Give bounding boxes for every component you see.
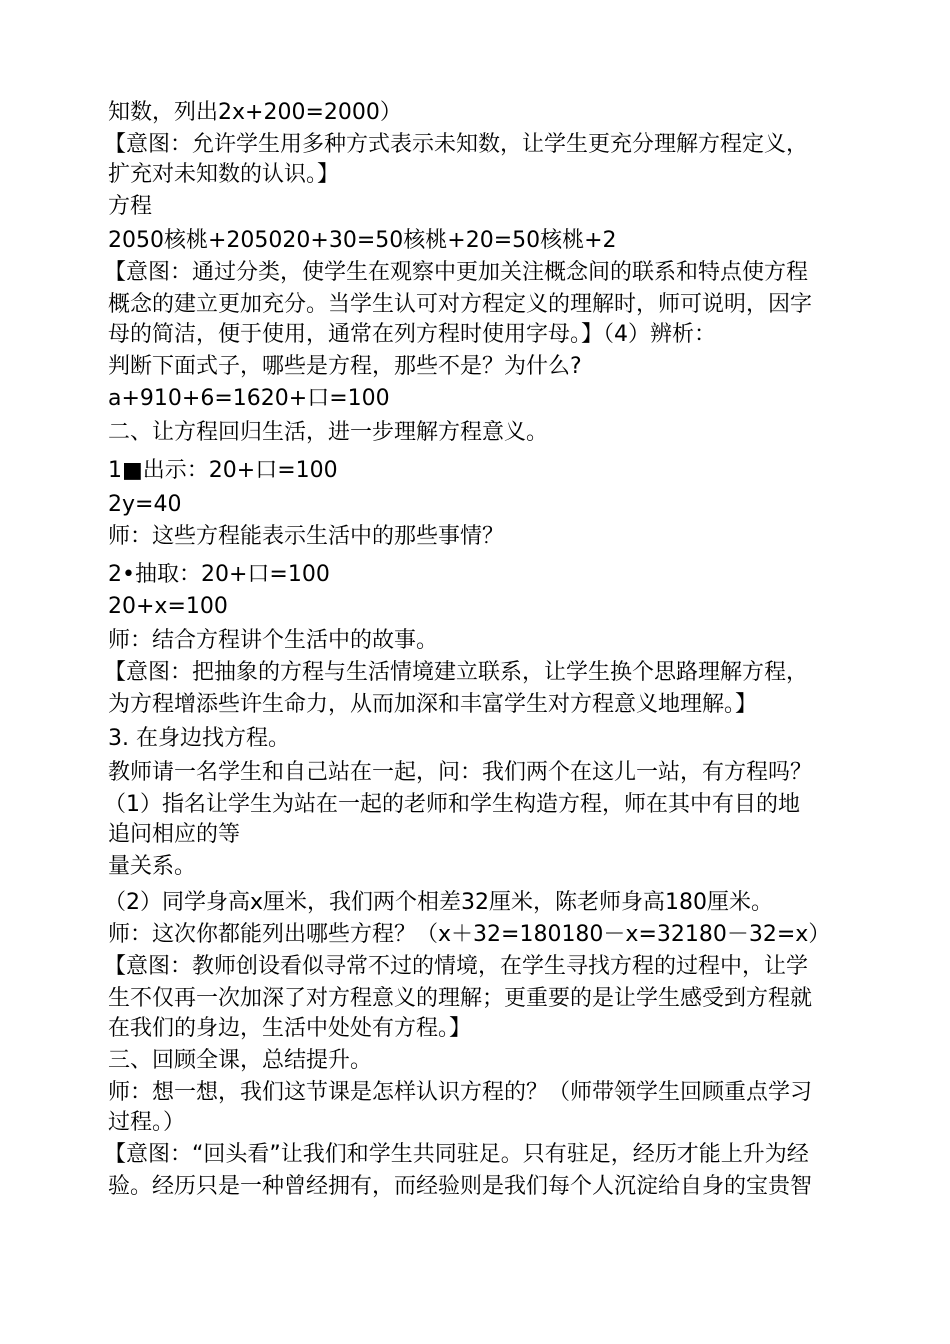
text-line: （1）指名让学生为站在一起的老师和学生构造方程，师在其中有目的地 [104,792,800,817]
section-heading: 三、回顾全课，总结提升。 [108,1048,373,1073]
text-line: a+910+6=1620+口=100 [108,386,390,411]
text-line: （2）同学身高x厘米，我们两个相差32厘米，陈老师身高180厘米。 [104,890,774,915]
text-line: 20+x=100 [108,594,228,619]
text-line: 生不仅再一次加深了对方程意义的理解；更重要的是让学生感受到方程就 [108,986,813,1011]
text-line: 概念的建立更加充分。当学生认可对方程定义的理解时，师可说明，因字 [108,292,813,317]
text-line: 在我们的身边，生活中处处有方程。】 [108,1016,472,1041]
text-line: 验。经历只是一种曾经拥有，而经验则是我们每个人沉淀给自身的宝贵智 [108,1174,813,1199]
text-line: 2•抽取：20+口=100 [108,562,330,587]
text-line: 判断下面式子，哪些是方程，那些不是？为什么? [108,354,582,379]
text-line: 【意图：允许学生用多种方式表示未知数，让学生更充分理解方程定义， [104,132,809,157]
text-line: 知数，列出2x+200=2000） [108,100,402,125]
text-line: 师：结合方程讲个生活中的故事。 [108,628,439,653]
text-line: 【意图：“回头看”让我们和学生共同驻足。只有驻足，经历才能上升为经 [104,1142,809,1167]
text-line: 师：想一想，我们这节课是怎样认识方程的？（师带领学生回顾重点学习 [108,1080,813,1105]
text-line: 2y=40 [108,492,182,517]
text-line: 量关系。 [108,854,197,879]
text-line: 【意图：通过分类，使学生在观察中更加关注概念间的联系和特点使方程 [104,260,809,285]
text-line: 扩充对未知数的认识。】 [108,162,340,187]
text-line: 师：这些方程能表示生活中的那些事情？ [108,524,505,549]
text-line: 母的简洁，便于使用，通常在列方程时使用字母。】（4）辨析： [108,322,716,347]
text-line: 【意图：教师创设看似寻常不过的情境，在学生寻找方程的过程中，让学 [104,954,809,979]
text-line: 追问相应的等 [108,822,241,847]
text-line: 教师请一名学生和自己站在一起，问：我们两个在这儿一站，有方程吗？ [108,760,813,785]
text-line: 方程 [108,194,153,219]
text-line: 3. 在身边找方程。 [108,726,290,751]
text-line: 师：这次你都能列出哪些方程？（x＋32=180180－x=32180－32=x） [108,922,831,947]
section-heading: 二、让方程回归生活，进一步理解方程意义。 [108,420,549,445]
text-line: 过程。） [108,1110,186,1135]
text-line: 【意图：把抽象的方程与生活情境建立联系，让学生换个思路理解方程， [104,660,809,685]
text-line: 1■出示：20+口=100 [108,458,338,483]
text-line: 2050核桃+205020+30=50核桃+20=50核桃+2 [108,228,617,253]
text-line: 为方程增添些许生命力，从而加深和丰富学生对方程意义地理解。】 [108,692,758,717]
